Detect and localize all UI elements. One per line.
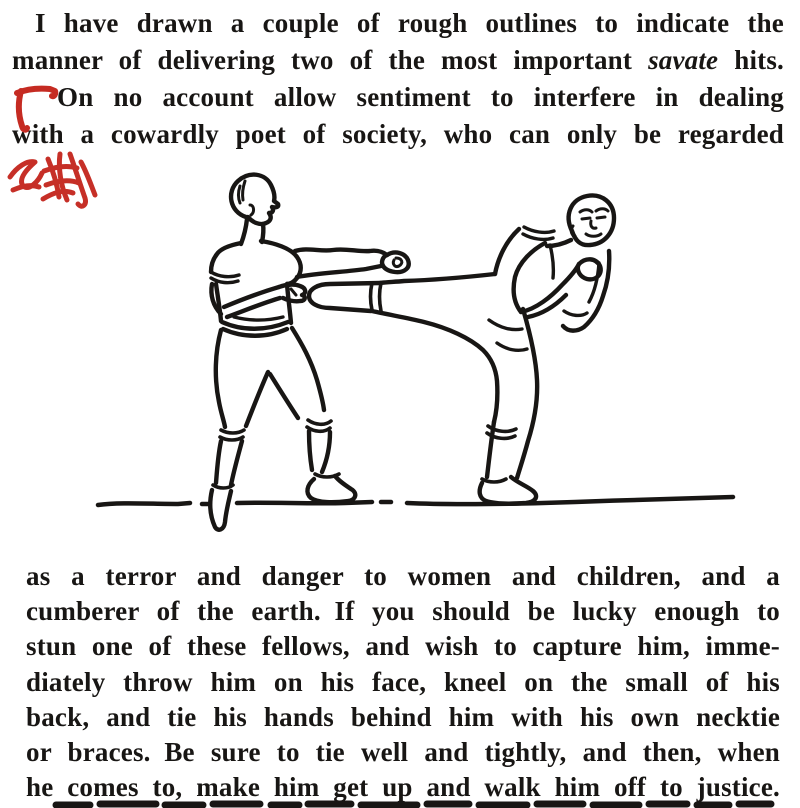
text-line: as a terror and danger to women and children, and a: [26, 561, 780, 591]
ground-line: [98, 497, 733, 505]
italic-word-savate: savate: [648, 45, 719, 75]
text-line: cumberer of the earth. If you should be lucky enough to: [26, 596, 780, 627]
text-line: diately throw him on his face, kneel on the small of his: [26, 666, 780, 697]
right-fighter-kicker: [309, 195, 614, 503]
text-line: [12, 42, 784, 79]
text-line: stun one of these fellows, and wish to capture him, imme-: [26, 631, 780, 662]
text-segment: hits.: [718, 45, 784, 75]
text-line: back, and tie his hands behind him with his own necktie: [26, 701, 780, 732]
text-line: On no account allow sentiment to interfere in dealing: [57, 82, 784, 112]
text-line: he comes to, make him get up and walk him off to justice.: [26, 772, 780, 803]
text-line: with a cowardly poet of society, who can only be regarded: [12, 119, 784, 149]
left-fighter-puncher: [210, 175, 408, 530]
text-segment: manner of delivering two of the most important: [12, 45, 649, 75]
paragraph-capture: [26, 559, 780, 805]
red-scribble-annotation: [10, 154, 95, 206]
paragraph-intro: [12, 5, 784, 153]
text-line: or braces. Be sure to tie well and tightly, and then, when: [26, 737, 780, 768]
text-line: I have drawn a couple of rough outlines to indicate the: [35, 8, 784, 38]
